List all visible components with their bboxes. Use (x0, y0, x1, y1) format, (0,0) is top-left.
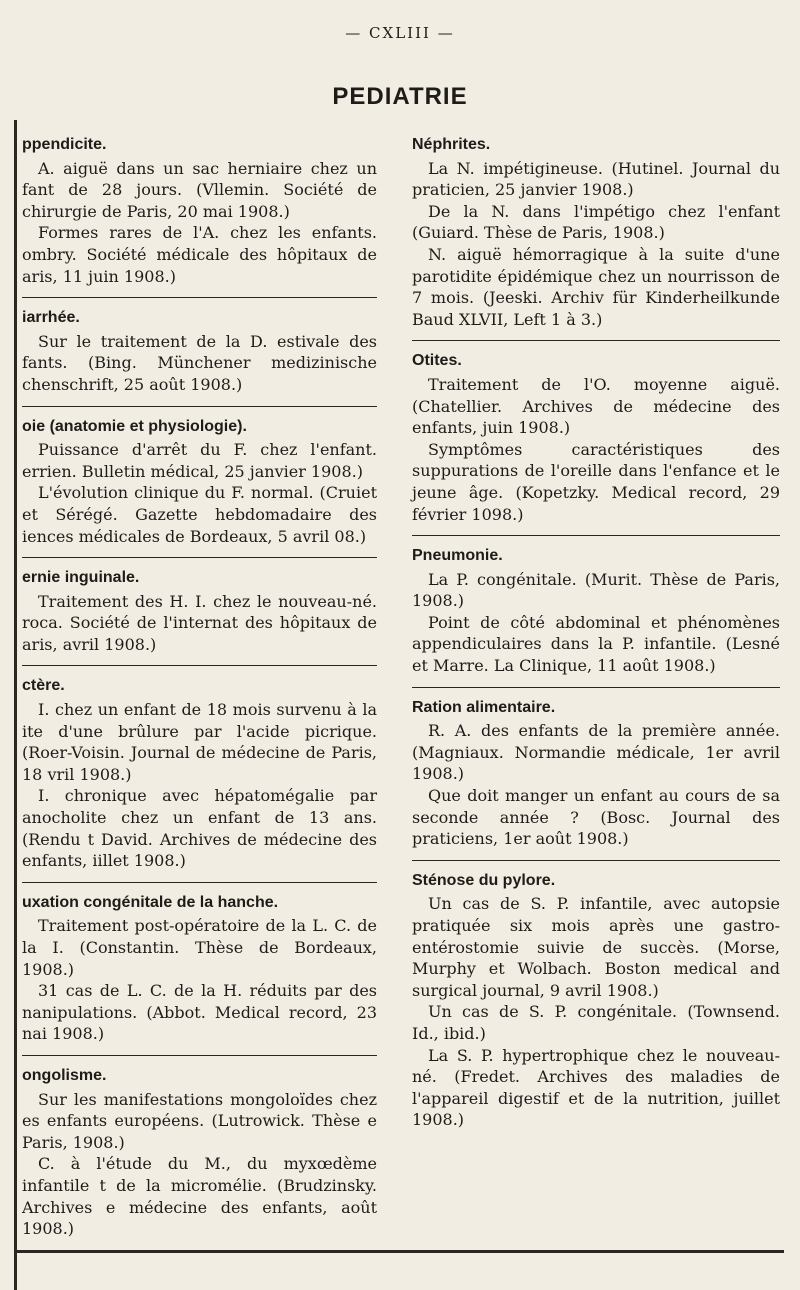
citation-paragraph: La S. P. hypertrophique chez le nouveau-né. (Fredet. Archives des maladies de l'appareil digestif et de la nutrition, juillet 1908.) (412, 1045, 780, 1130)
page-title: PEDIATRIE (332, 83, 468, 110)
bibliography-section (22, 892, 377, 1045)
citation-paragraph: N. aiguë hémorragique à la suite d'une parotidite épidémique chez un nourrisson de 7 mois. (Jeeski. Archiv für Kinderheilkunde Baud XLVII, Left 1 à 3.) (412, 244, 780, 329)
citation-paragraph: I. chez un enfant de 18 mois survenu à la ite d'une brûlure par l'acide picrique. (Roer-Voisin. Journal de médecine de Paris, 18 vril 1908.) (22, 700, 377, 784)
left-margin-rule (14, 120, 17, 1290)
citation-paragraph: Point de côté abdominal et phénomènes appendiculaires dans la P. infantile. (Lesné et Marre. La Clinique, 11 août 1908.) (412, 612, 780, 676)
bibliography-section (22, 1065, 377, 1240)
section-heading: Pneumonie. (412, 547, 503, 565)
section-divider (22, 882, 377, 883)
bibliography-section (22, 416, 377, 548)
bibliography-section (412, 350, 780, 525)
citation-paragraph: Sur le traitement de la D. estivale des fants. (Bing. Münchener medizinische chenschrift, 25 août 1908.) (22, 331, 377, 394)
section-divider (412, 340, 780, 341)
citation-paragraph: I. chronique avec hépatomégalie par anocholite chez un enfant de 13 ans. (Rendu t David. Archives de médecine des enfants, iillet 1908.) (22, 786, 377, 871)
section-heading: ppendicite. (22, 136, 107, 153)
citation-paragraph: Un cas de S. P. infantile, avec autopsie pratiquée six mois après une gastro-entérostomie suivie de succès. (Morse, Murphy et Wolbach. Boston medical and surgical journal, 9 avril 1908.) (412, 894, 780, 1000)
section-divider (22, 1055, 377, 1056)
section-heading: oie (anatomie et physiologie). (22, 417, 247, 435)
citation-paragraph: De la N. dans l'impétigo chez l'enfant (Guiard. Thèse de Paris, 1908.) (412, 201, 780, 243)
section-divider (22, 297, 377, 298)
bibliography-section (412, 134, 780, 330)
left-column (22, 134, 377, 1240)
citation-paragraph: L'évolution clinique du F. normal. (Cruiet et Sérégé. Gazette hebdomadaire des iences médicales de Bordeaux, 5 avril 08.) (22, 483, 377, 546)
citation-paragraph: La N. impétigineuse. (Hutinel. Journal du praticien, 25 janvier 1908.) (412, 158, 780, 200)
section-divider (22, 665, 377, 666)
section-heading: ctère. (22, 677, 65, 695)
section-divider (22, 557, 377, 558)
section-heading: iarrhée. (22, 309, 80, 327)
citation-paragraph: Un cas de S. P. congénitale. (Townsend. Id., ibid.) (412, 1002, 780, 1043)
page-number: — CXLIII — (345, 24, 455, 42)
section-heading: ongolisme. (22, 1066, 107, 1084)
section-heading: Ration alimentaire. (412, 698, 556, 716)
section-heading: uxation congénitale de la hanche. (22, 893, 279, 911)
section-divider (412, 860, 780, 861)
citation-paragraph: R. A. des enfants de la première année. (Magniaux. Normandie médicale, 1er avril 1908.) (412, 721, 780, 784)
bibliography-section (22, 134, 377, 287)
bibliography-section (22, 307, 377, 395)
citation-paragraph: A. aiguë dans un sac herniaire chez un fant de 28 jours. (Vllemin. Société de chirurgie de Paris, 20 mai 1908.) (22, 158, 377, 221)
citation-paragraph: Traitement de l'O. moyenne aiguë. (Chatellier. Archives de médecine des enfants, juin 1908.) (412, 374, 780, 438)
citation-paragraph: Traitement des H. I. chez le nouveau-né. roca. Société de l'internat des hôpitaux de aris, avril 1908.) (22, 591, 377, 654)
citation-paragraph: 31 cas de L. C. de la H. réduits par des nanipulations. (Abbot. Medical record, 23 nai 1908.) (22, 981, 377, 1044)
section-heading: Néphrites. (412, 136, 491, 153)
section-heading: Sténose du pylore. (412, 871, 556, 889)
citation-paragraph: Puissance d'arrêt du F. chez l'enfant. errien. Bulletin médical, 25 janvier 1908.) (22, 440, 377, 481)
section-divider (22, 406, 377, 407)
bibliography-section (412, 697, 780, 850)
section-heading: Otites. (412, 352, 462, 370)
citation-paragraph: C. à l'étude du M., du myxœdème infantile t de la micromélie. (Brudzinsky. Archives e médecine des enfants, août 1908.) (22, 1154, 377, 1239)
section-heading: ernie inguinale. (22, 569, 140, 587)
bibliography-section (412, 545, 780, 677)
bibliography-section (412, 870, 780, 1131)
citation-paragraph: Sur les manifestations mongoloïdes chez es enfants européens. (Lutrowick. Thèse e Paris, 1908.) (22, 1089, 377, 1152)
citation-paragraph: Traitement post-opératoire de la L. C. de la I. (Constantin. Thèse de Bordeaux, 1908.) (22, 916, 377, 979)
citation-paragraph: Formes rares de l'A. chez les enfants. ombry. Société médicale des hôpitaux de aris, 11 juin 1908.) (22, 223, 377, 286)
section-divider (412, 687, 780, 688)
bibliography-section (22, 675, 377, 871)
bibliography-section (22, 567, 377, 655)
section-divider (412, 535, 780, 536)
bottom-rule (14, 1250, 784, 1253)
citation-paragraph: La P. congénitale. (Murit. Thèse de Paris, 1908.) (412, 569, 780, 611)
right-column (412, 134, 780, 1131)
citation-paragraph: Que doit manger un enfant au cours de sa seconde année ? (Bosc. Journal des praticiens, 1er août 1908.) (412, 786, 780, 849)
citation-paragraph: Symptômes caractéristiques des suppurations de l'oreille dans l'enfance et le jeune âge. (Kopetzky. Medical record, 29 février 1098.) (412, 439, 780, 524)
